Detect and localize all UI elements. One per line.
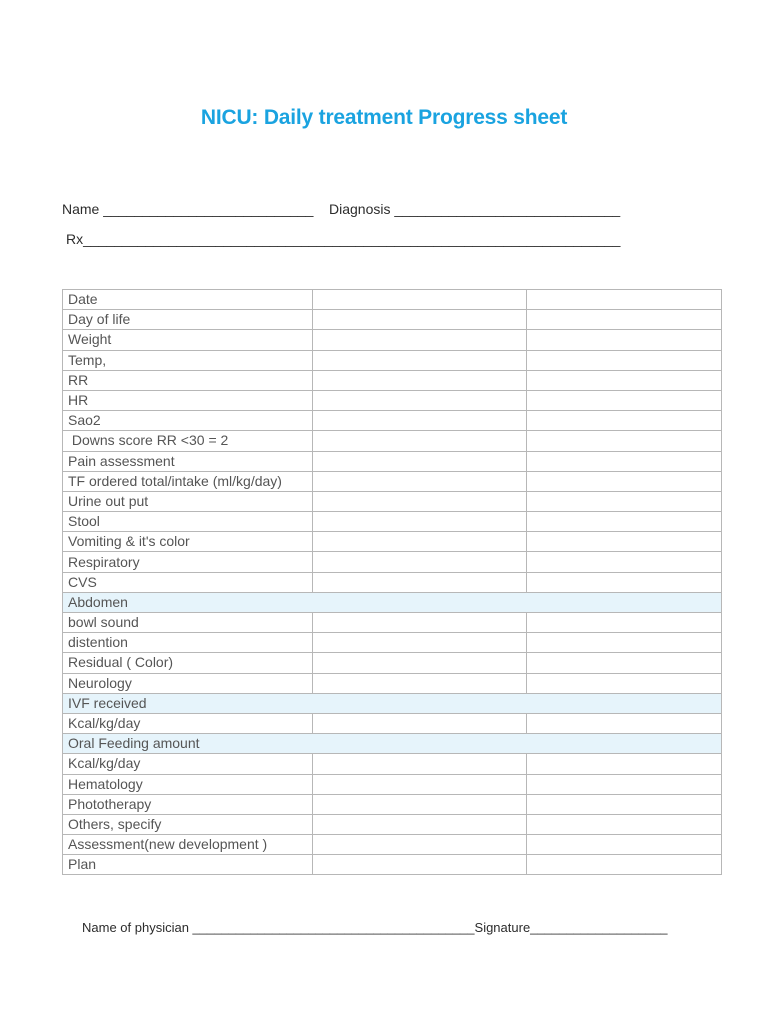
entry-cell-day-2[interactable]	[527, 633, 722, 653]
entry-cell-day-2[interactable]	[527, 713, 722, 733]
entry-cell-day-2[interactable]	[527, 814, 722, 834]
row-label: CVS	[63, 572, 313, 592]
row-label: Day of life	[63, 310, 313, 330]
row-label: Plan	[63, 855, 313, 875]
table-row	[63, 330, 722, 350]
entry-cell-day-1[interactable]	[313, 633, 527, 653]
entry-cell-day-2[interactable]	[527, 491, 722, 511]
row-label: Abdomen	[63, 592, 722, 612]
row-label: Respiratory	[63, 552, 313, 572]
table-row	[63, 774, 722, 794]
table-row	[63, 754, 722, 774]
page-title: NICU: Daily treatment Progress sheet	[200, 106, 568, 129]
entry-cell-day-2[interactable]	[527, 532, 722, 552]
rx-field-line[interactable]: Rx_____________________________________________________________________	[66, 231, 621, 247]
entry-cell-day-2[interactable]	[527, 471, 722, 491]
row-label: RR	[63, 370, 313, 390]
table-row	[63, 653, 722, 673]
table-row	[63, 855, 722, 875]
progress-table-body	[63, 290, 722, 875]
entry-cell-day-2[interactable]	[527, 774, 722, 794]
table-row	[63, 290, 722, 310]
entry-cell-day-1[interactable]	[313, 713, 527, 733]
entry-cell-day-1[interactable]	[313, 653, 527, 673]
table-row	[63, 512, 722, 532]
entry-cell-day-1[interactable]	[313, 754, 527, 774]
entry-cell-day-1[interactable]	[313, 451, 527, 471]
entry-cell-day-1[interactable]	[313, 794, 527, 814]
entry-cell-day-2[interactable]	[527, 310, 722, 330]
entry-cell-day-2[interactable]	[527, 290, 722, 310]
row-label: bowl sound	[63, 613, 313, 633]
row-label: distention	[63, 633, 313, 653]
table-row	[63, 491, 722, 511]
row-label: Downs score RR <30 = 2	[63, 431, 313, 451]
row-label: Neurology	[63, 673, 313, 693]
row-label: Temp,	[63, 350, 313, 370]
entry-cell-day-2[interactable]	[527, 390, 722, 410]
entry-cell-day-2[interactable]	[527, 794, 722, 814]
entry-cell-day-1[interactable]	[313, 774, 527, 794]
row-label: Sao2	[63, 411, 313, 431]
table-row	[63, 370, 722, 390]
entry-cell-day-2[interactable]	[527, 835, 722, 855]
row-label: HR	[63, 390, 313, 410]
table-row	[63, 835, 722, 855]
table-row	[63, 552, 722, 572]
row-label: Oral Feeding amount	[63, 734, 722, 754]
entry-cell-day-1[interactable]	[313, 370, 527, 390]
table-row	[63, 451, 722, 471]
table-section-row	[63, 734, 722, 754]
entry-cell-day-1[interactable]	[313, 411, 527, 431]
table-row	[63, 411, 722, 431]
entry-cell-day-1[interactable]	[313, 431, 527, 451]
entry-cell-day-2[interactable]	[527, 552, 722, 572]
row-label: Stool	[63, 512, 313, 532]
row-label: Date	[63, 290, 313, 310]
entry-cell-day-1[interactable]	[313, 855, 527, 875]
row-label: IVF received	[63, 693, 722, 713]
entry-cell-day-2[interactable]	[527, 370, 722, 390]
table-row	[63, 572, 722, 592]
row-label: Kcal/kg/day	[63, 713, 313, 733]
row-label: Assessment(new development )	[63, 835, 313, 855]
row-label: Vomiting & it's color	[63, 532, 313, 552]
progress-table	[62, 289, 722, 875]
table-row	[63, 713, 722, 733]
entry-cell-day-1[interactable]	[313, 512, 527, 532]
table-row	[63, 532, 722, 552]
entry-cell-day-1[interactable]	[313, 290, 527, 310]
table-section-row	[63, 693, 722, 713]
table-row	[63, 673, 722, 693]
entry-cell-day-2[interactable]	[527, 754, 722, 774]
entry-cell-day-2[interactable]	[527, 451, 722, 471]
entry-cell-day-2[interactable]	[527, 572, 722, 592]
entry-cell-day-2[interactable]	[527, 411, 722, 431]
entry-cell-day-1[interactable]	[313, 613, 527, 633]
table-row	[63, 350, 722, 370]
row-label: Others, specify	[63, 814, 313, 834]
entry-cell-day-2[interactable]	[527, 855, 722, 875]
entry-cell-day-2[interactable]	[527, 613, 722, 633]
entry-cell-day-1[interactable]	[313, 572, 527, 592]
table-row	[63, 613, 722, 633]
table-row	[63, 310, 722, 330]
row-label: Weight	[63, 330, 313, 350]
entry-cell-day-2[interactable]	[527, 350, 722, 370]
entry-cell-day-1[interactable]	[313, 330, 527, 350]
entry-cell-day-1[interactable]	[313, 673, 527, 693]
table-row	[63, 431, 722, 451]
table-row	[63, 794, 722, 814]
entry-cell-day-1[interactable]	[313, 471, 527, 491]
entry-cell-day-1[interactable]	[313, 491, 527, 511]
table-row	[63, 390, 722, 410]
entry-cell-day-1[interactable]	[313, 814, 527, 834]
entry-cell-day-1[interactable]	[313, 835, 527, 855]
row-label: Pain assessment	[63, 451, 313, 471]
entry-cell-day-1[interactable]	[313, 310, 527, 330]
entry-cell-day-2[interactable]	[527, 431, 722, 451]
row-label: Urine out put	[63, 491, 313, 511]
entry-cell-day-2[interactable]	[527, 653, 722, 673]
row-label: TF ordered total/intake (ml/kg/day)	[63, 471, 313, 491]
entry-cell-day-2[interactable]	[527, 673, 722, 693]
physician-signature-line[interactable]: Name of physician _______________________________________Signature___________________	[82, 920, 668, 935]
table-section-row	[63, 592, 722, 612]
row-label: Phototherapy	[63, 794, 313, 814]
entry-cell-day-1[interactable]	[313, 552, 527, 572]
entry-cell-day-1[interactable]	[313, 390, 527, 410]
entry-cell-day-1[interactable]	[313, 350, 527, 370]
row-label: Hematology	[63, 774, 313, 794]
row-label: Residual ( Color)	[63, 653, 313, 673]
entry-cell-day-1[interactable]	[313, 532, 527, 552]
table-row	[63, 814, 722, 834]
name-diagnosis-field-line[interactable]: Name ___________________________ Diagnosis _____________________________	[62, 201, 621, 217]
entry-cell-day-2[interactable]	[527, 512, 722, 532]
row-label: Kcal/kg/day	[63, 754, 313, 774]
entry-cell-day-2[interactable]	[527, 330, 722, 350]
table-row	[63, 471, 722, 491]
table-row	[63, 633, 722, 653]
